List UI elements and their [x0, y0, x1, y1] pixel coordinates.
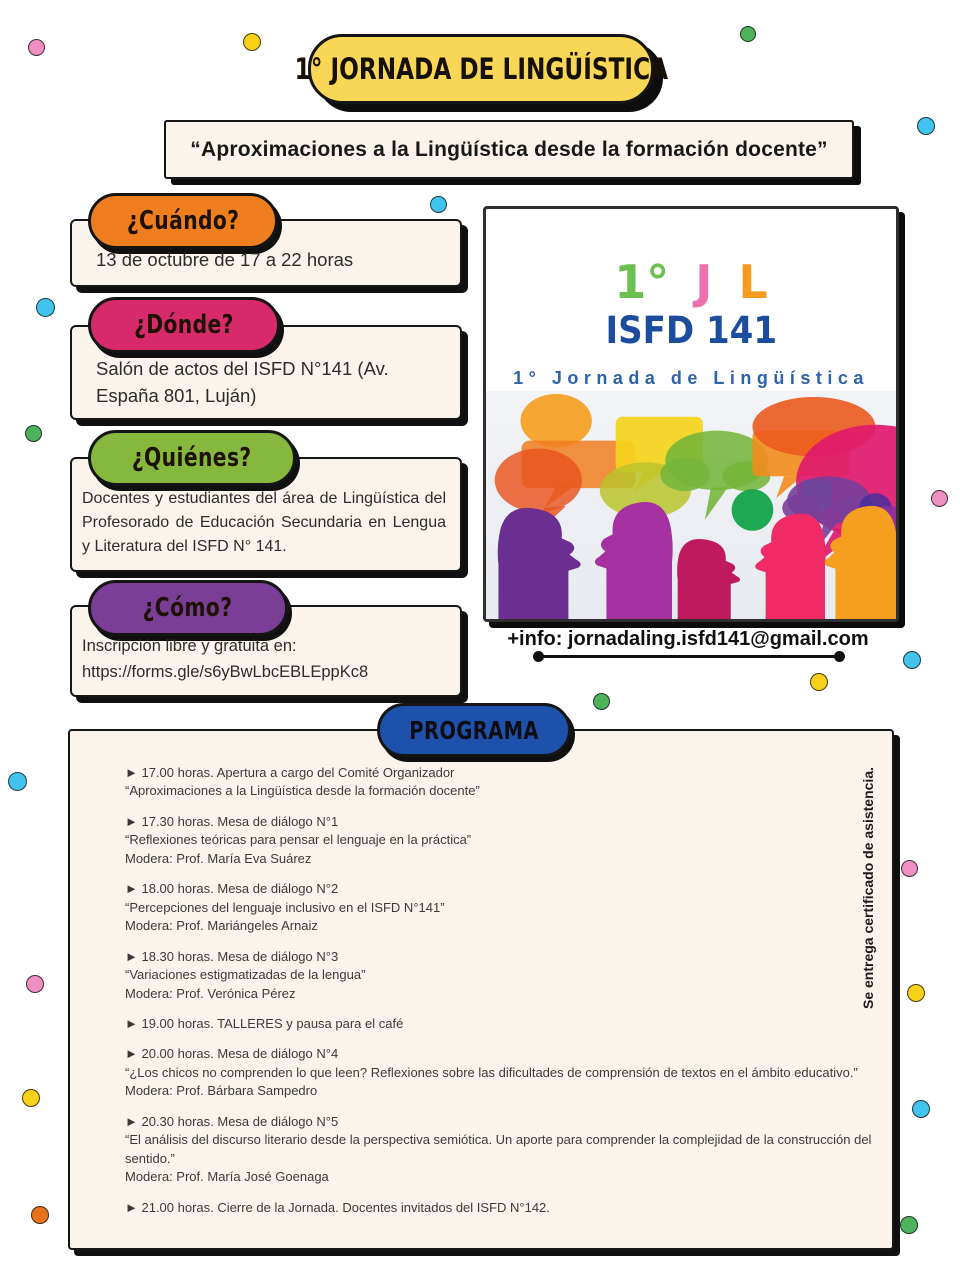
speech-bubbles-svg: [486, 391, 896, 619]
confetti-dot: [22, 1089, 40, 1107]
confetti-dot: [900, 1216, 918, 1234]
flyer-panel: [483, 206, 899, 622]
como-text: [82, 634, 442, 685]
quienes-pill: [88, 430, 296, 486]
donde-pill: [88, 297, 280, 353]
program-line: “El análisis del discurso literario desde la perspectiva semiótica. Un aporte para comprender la complejidad de la construcción del sentido.”: [125, 1132, 872, 1166]
program-line: “Percepciones del lenguaje inclusivo en el ISFD N°141”: [125, 899, 445, 915]
program-line: “Aproximaciones a la Lingüística desde la formación docente”: [125, 783, 480, 799]
cuando-pill: [88, 193, 278, 249]
program-card: [68, 729, 894, 1250]
program-line: Modera: Prof. Verónica Pérez: [125, 985, 296, 1001]
como-pill: [88, 580, 288, 636]
confetti-dot: [740, 26, 756, 42]
event-subtitle: “Aproximaciones a la Lingüística desde la formación docente”: [190, 137, 828, 161]
certificate-note: Se entrega certificado de asistencia.: [860, 767, 876, 1009]
confetti-dot: [31, 1206, 49, 1224]
flyer-logo: [486, 209, 896, 389]
program-item: [125, 1199, 883, 1217]
program-line: Modera: Prof. María José Goenaga: [125, 1169, 329, 1185]
confetti-dot: [243, 33, 261, 51]
confetti-dot: [907, 984, 925, 1002]
event-title: 1° JORNADA DE LINGÜÍSTICA: [294, 52, 668, 86]
confetti-dot: [430, 196, 447, 213]
program-line: “Reflexiones teóricas para pensar el lenguaje en la práctica”: [125, 832, 472, 848]
como-line1: Inscripción libre y gratuita en:: [82, 637, 297, 655]
logo-mark-l: L: [738, 255, 768, 309]
event-title-banner: [294, 34, 668, 104]
program-line: ► 18.30 horas. Mesa de diálogo N°3: [125, 948, 339, 964]
program-item: [125, 813, 883, 868]
logo-mark: [614, 255, 768, 309]
event-subtitle-box: [164, 120, 854, 179]
program-line: ► 21.00 horas. Cierre de la Jornada. Docentes invitados del ISFD N°142.: [125, 1199, 550, 1215]
program-item: [125, 1113, 883, 1187]
program-item: [125, 948, 883, 1003]
confetti-dot: [917, 117, 935, 135]
program-item: [125, 880, 883, 935]
program-line: “¿Los chicos no comprenden lo que leen? Reflexiones sobre las dificultades de comprensión de textos en el ámbito educativo.”: [125, 1064, 858, 1080]
quienes-text: Docentes y estudiantes del área de Lingüística del Profesorado de Educación Secundaria en Lengua y Literatura del ISFD N° 141.: [82, 490, 446, 555]
program-schedule: [125, 764, 883, 1229]
confetti-dot: [25, 425, 42, 442]
program-line: ► 18.00 horas. Mesa de diálogo N°2: [125, 881, 339, 897]
contact-email[interactable]: +info: jornadaling.isfd141@gmail.com: [507, 628, 869, 650]
confetti-dot: [810, 673, 828, 691]
program-line: ► 17.00 horas. Apertura a cargo del Comité Organizador: [125, 765, 455, 780]
program-line: “Variaciones estigmatizadas de la lengua”: [125, 967, 366, 983]
quienes-label: ¿Quiénes?: [132, 443, 252, 473]
logo-mark-1: 1°: [614, 255, 670, 309]
program-line: ► 20.30 horas. Mesa de diálogo N°5: [125, 1113, 339, 1129]
program-line: ► 17.30 horas. Mesa de diálogo N°1: [125, 813, 339, 829]
cuando-text: 13 de octubre de 17 a 22 horas: [96, 249, 354, 270]
confetti-dot: [931, 490, 948, 507]
donde-label: ¿Dónde?: [134, 310, 234, 340]
program-heading: PROGRAMA: [409, 715, 539, 745]
program-line: ► 19.00 horas. TALLERES y pausa para el café: [125, 1015, 404, 1031]
logo-caption: 1° Jornada de Lingüística: [513, 368, 869, 388]
confetti-dot: [903, 651, 921, 669]
program-item: [125, 764, 883, 801]
program-item: [125, 1045, 883, 1100]
inscription-url[interactable]: https://forms.gle/s6yBwLbcEBLEppKc8: [82, 662, 369, 681]
speech-bubbles-illustration: [486, 391, 896, 619]
program-pill: [377, 703, 571, 757]
program-line: Modera: Prof. Mariángeles Arnaiz: [125, 918, 318, 934]
logo-mark-j: J: [695, 255, 713, 309]
donde-text: Salón de actos del ISFD N°141 (Av. España 801, Luján): [96, 358, 389, 406]
contact-underline: [538, 655, 840, 658]
confetti-dot: [28, 39, 45, 56]
program-line: ► 20.00 horas. Mesa de diálogo N°4: [125, 1046, 339, 1062]
program-line: Modera: Prof. María Eva Suárez: [125, 850, 312, 866]
confetti-dot: [26, 975, 44, 993]
program-item: [125, 1015, 883, 1033]
cuando-label: ¿Cuándo?: [126, 206, 240, 236]
confetti-dot: [8, 772, 27, 791]
confetti-dot: [593, 693, 610, 710]
confetti-dot: [901, 860, 918, 877]
confetti-dot: [912, 1100, 930, 1118]
como-label: ¿Cómo?: [143, 593, 233, 623]
logo-name: ISFD 141: [605, 309, 777, 352]
program-line: Modera: Prof. Bárbara Sampedro: [125, 1083, 318, 1099]
confetti-dot: [36, 298, 55, 317]
